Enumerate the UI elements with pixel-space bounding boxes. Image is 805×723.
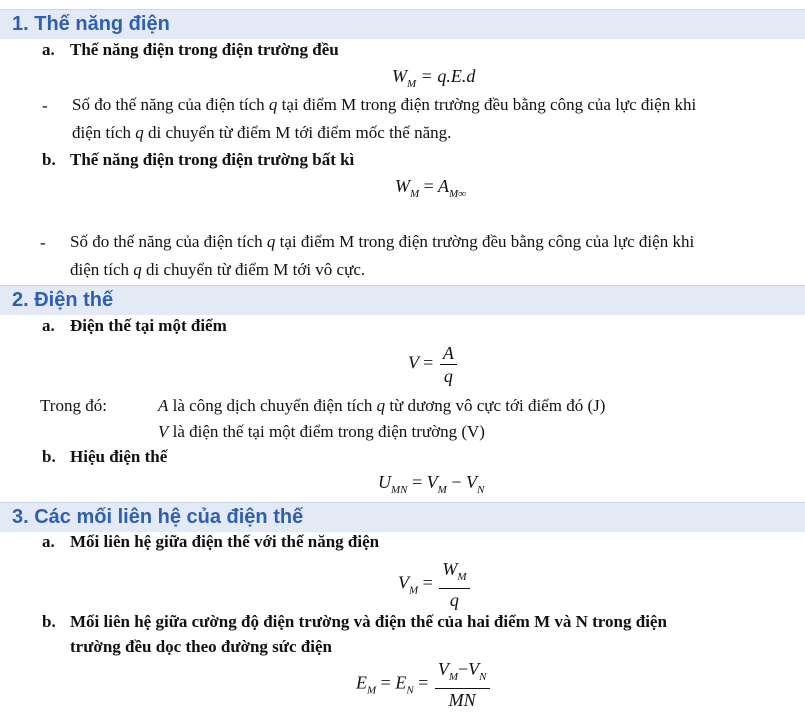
eq-rhs: = q.E.d — [420, 66, 476, 86]
equation-field-potential-relation: $E_M = E_N$ = $\frac{V_M-V_N}{MN}$ — [356, 658, 492, 711]
subsection-letter: a. — [42, 532, 55, 551]
subsection-letter: b. — [42, 150, 56, 169]
bullet-1b-line2: điện tích q di chuyển từ điểm M tới vô cực. — [70, 260, 366, 279]
subsection-letter: b. — [42, 447, 56, 466]
equation-potential-energy-general: $W_M = A_{M\infty}$ — [395, 176, 467, 200]
subsection-text: Thế năng điện trong điện trường bất kì — [70, 150, 355, 169]
subsection-letter: a. — [42, 40, 55, 59]
subsection-text: Mối liên hệ giữa điện thế với thế năng điện — [70, 532, 380, 551]
fraction: $\frac{W_M}{q}$ — [439, 558, 469, 611]
subsection-3b-title-line2: trường đều dọc theo đường sức điện — [70, 637, 332, 656]
where-line-1: A là công dịch chuyển điện tích q từ dương vô cực tới điểm đó (J) — [158, 396, 606, 415]
section-2-header: 2. Điện thế — [0, 285, 805, 315]
fraction: $\frac{A}{q}$ — [440, 342, 457, 387]
bullet-dash: - — [40, 233, 46, 252]
subsection-1b-title — [42, 150, 354, 170]
bullet-1a-line2: điện tích q di chuyển từ điểm M tới điểm mốc thế năng. — [72, 123, 452, 142]
bullet-1a-line1: Số đo thế năng của điện tích q tại điểm M trong điện trường đều bằng công của lực điện khi — [72, 95, 697, 114]
subsection-text: Thế năng điện trong điện trường đều — [70, 40, 339, 59]
bullet-1b-line1: Số đo thế năng của điện tích q tại điểm M trong điện trường đều bằng công của lực điện khi — [70, 232, 695, 251]
subsection-2a-title — [42, 316, 227, 336]
subsection-3a-title — [42, 532, 379, 552]
where-line-2: V là điện thế tại một điểm trong điện trường (V) — [158, 422, 485, 441]
subsection-text: Mối liên hệ giữa cường độ điện trường và điện thế của hai điểm M và N trong điện — [70, 612, 667, 631]
subsection-text: Hiệu điện thế — [70, 447, 168, 466]
subsection-letter: b. — [42, 612, 56, 631]
subsection-3b-title-line1 — [42, 612, 667, 632]
fraction: $\frac{V_M-V_N}{MN}$ — [435, 658, 490, 711]
equation-potential-energy-uniform — [392, 66, 475, 90]
section-3-header: 3. Các mối liên hệ của điện thế — [0, 502, 805, 532]
where-label: Trong đó: — [40, 396, 107, 415]
equation-potential-from-energy: $V_M$ = $\frac{W_M}{q}$ — [398, 558, 472, 611]
subsection-1a-title — [42, 40, 339, 60]
eq-lhs-sub: M — [407, 78, 417, 90]
subsection-text: Điện thế tại một điểm — [70, 316, 227, 335]
eq-lhs: W — [392, 66, 407, 86]
section-1-header: 1. Thế năng điện — [0, 9, 805, 39]
subsection-2b-title — [42, 447, 167, 467]
equation-potential-difference: $U_{MN} = V_M - V_N$ — [378, 472, 485, 496]
bullet-dash: - — [42, 96, 48, 115]
equation-electric-potential: V = $\frac{A}{q}$ — [408, 342, 459, 387]
subsection-letter: a. — [42, 316, 55, 335]
